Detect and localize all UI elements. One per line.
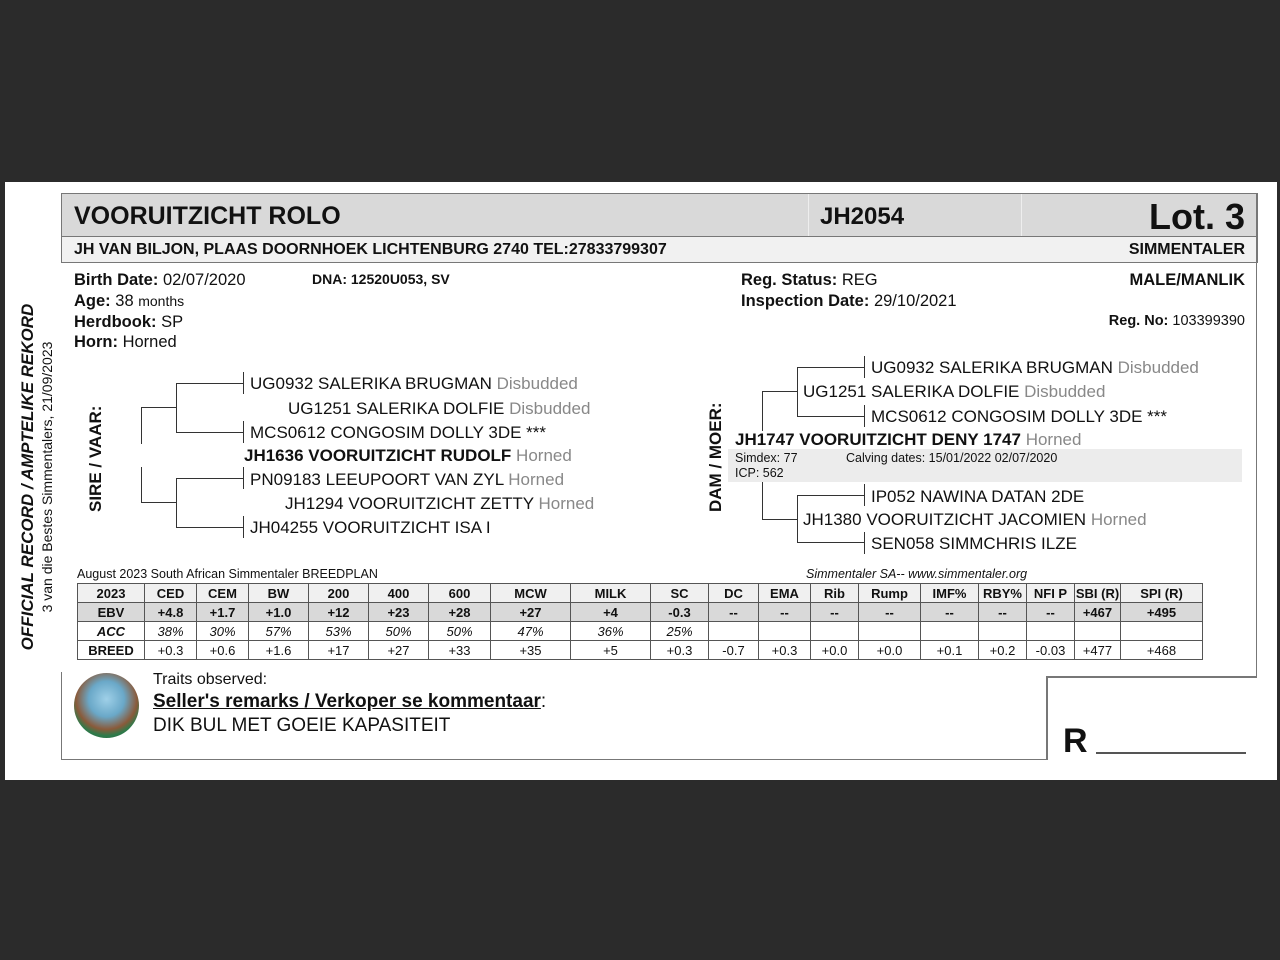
price-blank-line[interactable] [1096, 752, 1246, 754]
card-right-border [1256, 194, 1257, 677]
traits-observed-label: Traits observed: [153, 671, 268, 688]
ebv-header-cell: 200 [309, 584, 369, 603]
ebv-cell: ACC [78, 622, 145, 641]
ebv-cell: +17 [309, 641, 369, 660]
sire-label: SIRE / VAAR: [86, 405, 105, 512]
ebv-header-cell: SPI (R) [1121, 584, 1203, 603]
association-logo [74, 673, 139, 738]
side-text [18, 292, 62, 662]
ebv-header-cell: CEM [197, 584, 249, 603]
ebv-header-cell: MILK [571, 584, 651, 603]
ebv-header-cell: SC [651, 584, 709, 603]
ebv-cell: +0.0 [811, 641, 859, 660]
ebv-header-cell: MCW [491, 584, 571, 603]
dam-dam: JH1380 VOORUITZICHT JACOMIEN Horned [803, 510, 1147, 529]
ebv-cell: -0.7 [709, 641, 759, 660]
ebv-cell: EBV [78, 603, 145, 622]
sire-dam-sire: PN09183 LEEUPOORT VAN ZYL Horned [250, 470, 565, 489]
ebv-header-cell: IMF% [921, 584, 979, 603]
ebv-cell: +0.0 [859, 641, 921, 660]
breedplan-caption: August 2023 South African Simmentaler BREEDPLAN [77, 567, 378, 581]
sire-sire: UG0932 SALERIKA BRUGMAN Disbudded [250, 374, 578, 393]
ebv-cell: -- [811, 603, 859, 622]
ebv-header-cell: BW [249, 584, 309, 603]
lot-number: Lot. 3 [1149, 196, 1245, 237]
ebv-header-cell: CED [145, 584, 197, 603]
dam-name: JH1747 VOORUITZICHT DENY 1747 Horned [735, 430, 1082, 449]
dam-dam-dam: SEN058 SIMMCHRIS ILZE [871, 534, 1077, 553]
owner-details: JH VAN BILJON, PLAAS DOORNHOEK LICHTENBURG 2740 TEL:27833799307 [74, 241, 667, 258]
ebv-cell: +0.3 [145, 641, 197, 660]
ebv-cell: +27 [491, 603, 571, 622]
ebv-cell [979, 622, 1027, 641]
ebv-cell: -- [709, 603, 759, 622]
simdex: Simdex: 77 [735, 451, 798, 465]
ebv-cell: 25% [651, 622, 709, 641]
ebv-cell [811, 622, 859, 641]
age: Age: 38 months [74, 292, 185, 310]
ebv-cell [759, 622, 811, 641]
animal-card [61, 193, 1258, 263]
ebv-cell [921, 622, 979, 641]
ebv-cell: BREED [78, 641, 145, 660]
ebv-cell: 50% [369, 622, 429, 641]
dam-label: DAM / MOER: [706, 402, 725, 512]
ebv-cell: +1.6 [249, 641, 309, 660]
title-bar [62, 194, 1257, 237]
sale-label: 3 van die Bestes Simmentalers, 21/09/2023 [39, 341, 55, 613]
herdbook: Herdbook: SP [74, 313, 184, 331]
ebv-cell: 50% [429, 622, 491, 641]
ebv-cell [709, 622, 759, 641]
ebv-cell: +28 [429, 603, 491, 622]
sire-sire-dam: MCS0612 CONGOSIM DOLLY 3DE *** [250, 423, 547, 442]
dam-sire-dam: MCS0612 CONGOSIM DOLLY 3DE *** [871, 407, 1168, 426]
ebv-row-ebv [78, 603, 1203, 622]
price-currency: R [1063, 722, 1088, 760]
ebv-cell: +0.2 [979, 641, 1027, 660]
ebv-cell [1121, 622, 1203, 641]
sex-label: MALE/MANLIK [1129, 271, 1245, 289]
ebv-cell: +5 [571, 641, 651, 660]
ebv-table [77, 583, 1203, 660]
ebv-cell: 30% [197, 622, 249, 641]
ebv-cell [1027, 622, 1075, 641]
ebv-cell: +0.3 [759, 641, 811, 660]
sire-dam: JH1294 VOORUITZICHT ZETTY Horned [285, 494, 595, 513]
ebv-cell: +23 [369, 603, 429, 622]
sire-name: JH1636 VOORUITZICHT RUDOLF Horned [244, 446, 572, 465]
ebv-header-row [78, 584, 1203, 603]
reg-number: Reg. No: 103399390 [1108, 313, 1245, 329]
dam-stats-band [728, 449, 1242, 482]
ebv-cell: +33 [429, 641, 491, 660]
ebv-cell: +0.3 [651, 641, 709, 660]
dna: DNA: 12520U053, SV [312, 271, 450, 287]
ebv-cell: +12 [309, 603, 369, 622]
icp: ICP: 562 [735, 466, 784, 480]
ebv-header-cell: DC [709, 584, 759, 603]
ebv-cell: +467 [1075, 603, 1121, 622]
horn-status: Horn: Horned [74, 333, 177, 351]
ebv-cell: +4.8 [145, 603, 197, 622]
ebv-header-cell: 600 [429, 584, 491, 603]
owner-bar [62, 237, 1257, 263]
ebv-header-cell: 400 [369, 584, 429, 603]
ebv-header-cell: SBI (R) [1075, 585, 1120, 601]
ebv-cell: 36% [571, 622, 651, 641]
sire-dam-dam: JH04255 VOORUITZICHT ISA I [250, 518, 491, 537]
ebv-cell [859, 622, 921, 641]
ebv-cell: +1.7 [197, 603, 249, 622]
ebv-cell: -- [859, 603, 921, 622]
official-record-label: OFFICIAL RECORD / AMPTELIKE REKORD [18, 303, 37, 651]
ebv-cell: 47% [491, 622, 571, 641]
breed-label: SIMMENTALER [1128, 241, 1245, 258]
ebv-cell: -- [979, 603, 1027, 622]
ebv-cell: 53% [309, 622, 369, 641]
reg-status: Reg. Status: REG [741, 271, 878, 289]
inspection-date: Inspection Date: 29/10/2021 [741, 292, 957, 310]
ebv-row-acc [78, 622, 1203, 641]
ebv-cell: 38% [145, 622, 197, 641]
ebv-cell: -0.3 [651, 603, 709, 622]
ebv-cell: -- [759, 603, 811, 622]
ebv-cell: +4 [571, 603, 651, 622]
ebv-cell: +0.6 [197, 641, 249, 660]
birth-date: Birth Date: 02/07/2020 [74, 271, 246, 289]
ebv-header-cell: Rib [811, 584, 859, 603]
ebv-header-cell: NFI P [1027, 584, 1075, 603]
ebv-cell: -0.03 [1027, 641, 1075, 660]
dam-dam-sire: IP052 NAWINA DATAN 2DE [871, 487, 1085, 506]
ebv-header-cell: 2023 [78, 584, 145, 603]
ebv-cell: +495 [1121, 603, 1203, 622]
calving-dates: Calving dates: 15/01/2022 02/07/2020 [846, 451, 1058, 465]
ebv-cell: -- [921, 603, 979, 622]
ebv-header-cell: EMA [759, 584, 811, 603]
ebv-cell: +477 [1075, 641, 1121, 660]
ebv-cell: -- [1027, 603, 1075, 622]
seller-remarks-text: DIK BUL MET GOEIE KAPASITEIT [153, 715, 451, 736]
ebv-header-cell: RBY% [979, 584, 1027, 603]
ebv-cell [1075, 622, 1121, 641]
dam-sire-sire: UG0932 SALERIKA BRUGMAN Disbudded [871, 358, 1199, 377]
ebv-cell: 57% [249, 622, 309, 641]
seller-remarks-label: Seller's remarks / Verkoper se kommentaar: [153, 691, 547, 712]
animal-name: VOORUITZICHT ROLO [74, 202, 341, 230]
ebv-cell: +468 [1121, 641, 1203, 660]
ebv-cell: +0.1 [921, 641, 979, 660]
animal-code: JH2054 [820, 203, 905, 230]
ebv-header-cell: Rump [859, 584, 921, 603]
ebv-cell: +1.0 [249, 603, 309, 622]
breedplan-website: Simmentaler SA-- www.simmentaler.org [806, 567, 1028, 581]
dam-sire: UG1251 SALERIKA DOLFIE Disbudded [803, 382, 1106, 401]
ebv-cell: +35 [491, 641, 571, 660]
ebv-cell: +27 [369, 641, 429, 660]
sire-sire-grand: UG1251 SALERIKA DOLFIE Disbudded [288, 399, 591, 418]
ebv-row-breed [78, 641, 1203, 660]
